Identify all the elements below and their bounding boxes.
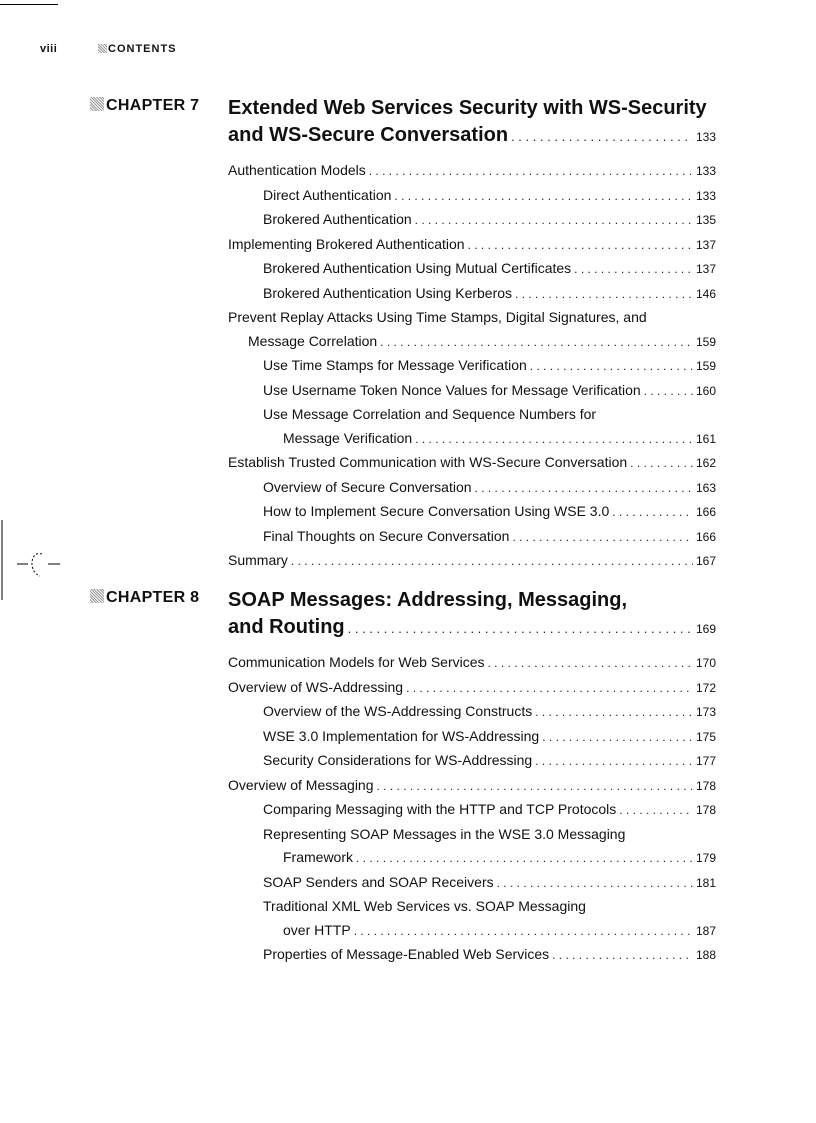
page-number: viii (40, 43, 58, 55)
toc-entry[interactable]: Use Message Correlation and Sequence Numbers for Message Verification . . . 161 (228, 403, 716, 451)
toc-entry[interactable]: Summary . . . 167 (228, 549, 716, 574)
toc-entries (228, 159, 716, 574)
toc-entry[interactable]: Establish Trusted Communication with WS-Secure Conversation . . . 162 (228, 451, 716, 476)
toc-entry[interactable]: Authentication Models . . . 133 (228, 159, 716, 184)
toc-entry[interactable]: Use Time Stamps for Message Verification . . . 159 (228, 354, 716, 379)
toc-entry[interactable]: Overview of the WS-Addressing Constructs . . . 173 (228, 700, 716, 725)
toc-entry[interactable]: Representing SOAP Messages in the WSE 3.0 Messaging Framework . . . 179 (228, 823, 716, 871)
toc-entry[interactable]: Security Considerations for WS-Addressing . . . 177 (228, 749, 716, 774)
texture-box-icon (90, 97, 104, 111)
toc-entry[interactable]: Direct Authentication . . . 133 (228, 184, 716, 209)
toc-entries (228, 651, 716, 968)
page-ref: 133 (695, 130, 716, 144)
toc-entry[interactable]: Use Username Token Nonce Values for Message Verification . . . 160 (228, 379, 716, 404)
chapter-8-block (90, 587, 716, 968)
toc-entry[interactable]: Overview of Messaging . . . 178 (228, 774, 716, 799)
toc-entry[interactable]: Brokered Authentication Using Kerberos . . . 146 (228, 282, 716, 307)
toc-entry[interactable]: WSE 3.0 Implementation for WS-Addressing . . . 175 (228, 725, 716, 750)
toc-entry[interactable]: Traditional XML Web Services vs. SOAP Messaging over HTTP . . . 187 (228, 895, 716, 943)
top-rule (0, 4, 58, 5)
section-title: CONTENTS (108, 43, 177, 55)
toc-entry[interactable]: Prevent Replay Attacks Using Time Stamps, Digital Signatures, and Message Correlation . . . 159 (228, 306, 716, 354)
toc-entry[interactable]: Comparing Messaging with the HTTP and TCP Protocols . . . 178 (228, 798, 716, 823)
chapter-title: Extended Web Services Security with WS-Security and WS-Secure Conversation . . . 133 (228, 95, 716, 151)
toc-entry[interactable]: Communication Models for Web Services . . . 170 (228, 651, 716, 676)
toc-entry[interactable]: SOAP Senders and SOAP Receivers . . . 181 (228, 871, 716, 896)
chapter-title: SOAP Messages: Addressing, Messaging, and Routing . . . 169 (228, 587, 716, 643)
toc-entry[interactable]: Implementing Brokered Authentication . . . 137 (228, 233, 716, 258)
registration-mark-icon (0, 520, 70, 600)
chapter-label: CHAPTER 8 (90, 589, 199, 607)
chapter-label: CHAPTER 7 (90, 97, 199, 115)
texture-box-icon (98, 44, 107, 53)
chapter-7-block (90, 95, 716, 574)
toc-entry[interactable]: Overview of WS-Addressing . . . 172 (228, 676, 716, 701)
toc-entry[interactable]: Brokered Authentication . . . 135 (228, 208, 716, 233)
toc-entry[interactable]: Brokered Authentication Using Mutual Certificates . . . 137 (228, 257, 716, 282)
toc-entry[interactable]: Overview of Secure Conversation . . . 163 (228, 476, 716, 501)
texture-box-icon (90, 589, 104, 603)
running-header (40, 43, 177, 55)
toc-entry[interactable]: Final Thoughts on Secure Conversation . . . 166 (228, 525, 716, 550)
page-ref: 169 (695, 622, 716, 636)
toc-entry[interactable]: Properties of Message-Enabled Web Services . . . 188 (228, 943, 716, 968)
toc-entry[interactable]: How to Implement Secure Conversation Using WSE 3.0 . . . 166 (228, 500, 716, 525)
